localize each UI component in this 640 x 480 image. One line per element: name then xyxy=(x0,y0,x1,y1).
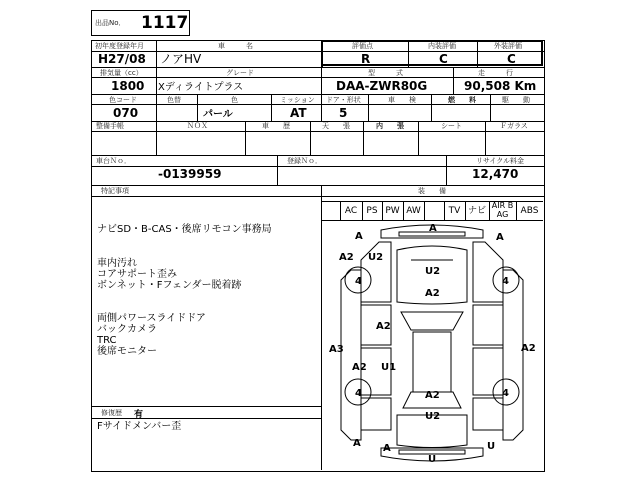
history-label: 車 歴 xyxy=(262,122,290,130)
note-line: ナビSD・B-CAS・後席リモコン事務局 xyxy=(97,224,272,235)
equip-abs: ABS xyxy=(520,206,539,216)
interior-cover-label: 内 張 xyxy=(376,122,404,130)
equip-airbag xyxy=(489,201,516,219)
equip-tv: TV xyxy=(448,206,461,216)
damage-mark-tire-fl: 4 xyxy=(355,276,362,287)
damage-mark-hood: U2 xyxy=(425,266,441,277)
equip-navi: ナビ xyxy=(467,206,486,216)
car-name-label: 車 名 xyxy=(218,42,253,50)
damage-mark-tire-fr: 4 xyxy=(502,276,509,287)
note-line: ボンネット・Fフェンダー脱着跡 xyxy=(97,280,242,291)
chassis-label: 車台Ｎｏ． xyxy=(96,157,131,165)
rating-value: R xyxy=(361,52,371,66)
equip-ac: AC xyxy=(344,206,358,216)
car-diagram xyxy=(321,220,543,470)
model-label: 型 式 xyxy=(368,69,403,77)
recycle-label: リサイクル料金 xyxy=(476,157,525,165)
note-line: TRC xyxy=(97,335,117,346)
equip-airbag-text: AIR BAG xyxy=(491,201,514,219)
damage-mark-rear-right-corner: U xyxy=(487,441,496,452)
exterior-value: C xyxy=(507,52,516,66)
maintenance-label: 整備手帳 xyxy=(96,122,124,130)
damage-marks xyxy=(329,223,536,465)
drive-label: 駆 動 xyxy=(502,96,530,104)
grade-value: Xディライトプラス xyxy=(158,82,244,93)
first-reg-value: H27/08 xyxy=(98,52,146,66)
doors-label: ドア・形状 xyxy=(326,96,361,104)
fglass-label: Ｆガラス xyxy=(500,122,528,130)
interior-label: 内装評価 xyxy=(428,42,456,50)
recycle-value: 12,470 xyxy=(472,167,519,181)
damage-mark-left-rear-door-u: U1 xyxy=(381,362,397,373)
color-label: 色 xyxy=(231,96,238,104)
damage-mark-right-side: A2 xyxy=(521,343,536,354)
damage-mark-tire-rr: 4 xyxy=(502,388,509,399)
color-code-value: 070 xyxy=(113,106,139,120)
equip-pw: PW xyxy=(385,206,400,216)
mileage-label: 走 行 xyxy=(478,69,513,77)
doors-value: 5 xyxy=(339,106,348,120)
model-value: DAA-ZWR80G xyxy=(336,79,428,93)
note-line: コアサポート歪み xyxy=(97,269,177,280)
grade-label: グレード xyxy=(226,69,254,77)
damage-mark-left-side: A3 xyxy=(329,344,344,355)
first-reg-label: 初年度登録年月 xyxy=(95,42,144,50)
damage-mark-left-rear-door: A2 xyxy=(352,362,367,373)
damage-mark-tire-rl: 4 xyxy=(355,388,362,399)
reg-label: 登録Ｎｏ． xyxy=(287,157,322,165)
damage-mark-left-front-fender: A2 xyxy=(339,252,354,263)
repair-history-label: 修復歴 xyxy=(101,409,122,417)
damage-mark-front-left-corner: A xyxy=(355,231,363,242)
exterior-label: 外装評価 xyxy=(494,42,522,50)
rating-label: 評価点 xyxy=(352,42,373,50)
note-line: 車内汚れ xyxy=(97,258,137,269)
equip-ps: PS xyxy=(366,206,378,216)
color-code-label: 色コード xyxy=(109,96,137,104)
displacement-label: 排気量（cc） xyxy=(100,69,143,77)
damage-mark-back-door-lower: U2 xyxy=(425,411,441,422)
equipment-label: 装 備 xyxy=(418,187,446,195)
car-name-value: ノアHV xyxy=(160,52,202,66)
color-change-label: 色替 xyxy=(167,96,181,104)
damage-mark-rear-bumper: U xyxy=(428,454,437,465)
mission-label: ミッション xyxy=(280,96,315,104)
repair-history-value: 有 xyxy=(134,410,144,420)
equip-aw: AW xyxy=(406,206,421,216)
damage-mark-front-bumper: A xyxy=(429,223,437,234)
chassis-value: -0139959 xyxy=(158,167,222,181)
repair-note: Fサイドメンバー歪 xyxy=(97,421,182,432)
seat-label: シート xyxy=(441,122,462,130)
damage-mark-left-front-door: A2 xyxy=(376,321,391,332)
lot-number: 1117 xyxy=(141,13,189,33)
damage-mark-front-right-corner: A xyxy=(496,232,504,243)
lot-label: 出品No． xyxy=(95,19,126,27)
special-notes-label: 特記事項 xyxy=(101,187,129,195)
color-value: パール xyxy=(203,109,233,120)
ceiling-label: 天 張 xyxy=(322,122,350,130)
mileage-value: 90,508 Km xyxy=(464,79,537,93)
fuel-label: 燃 料 xyxy=(448,96,476,104)
damage-mark-rear-left-corner: A xyxy=(353,438,361,449)
mission-value: AT xyxy=(290,106,307,120)
note-line: バックカメラ xyxy=(97,324,157,335)
damage-mark-back-door: A2 xyxy=(425,390,440,401)
damage-mark-hood-lower: A2 xyxy=(425,288,440,299)
damage-mark-hood-left: U2 xyxy=(368,252,384,263)
displacement-value: 1800 xyxy=(111,79,145,93)
inspection-label: 車 検 xyxy=(388,96,416,104)
note-line: 後席モニター xyxy=(97,346,157,357)
damage-mark-rear-left-lower: A xyxy=(383,443,391,454)
note-line: 両側パワースライドドア xyxy=(97,313,206,324)
interior-value: C xyxy=(439,52,448,66)
nox-label: ＮＯＸ xyxy=(187,122,208,130)
